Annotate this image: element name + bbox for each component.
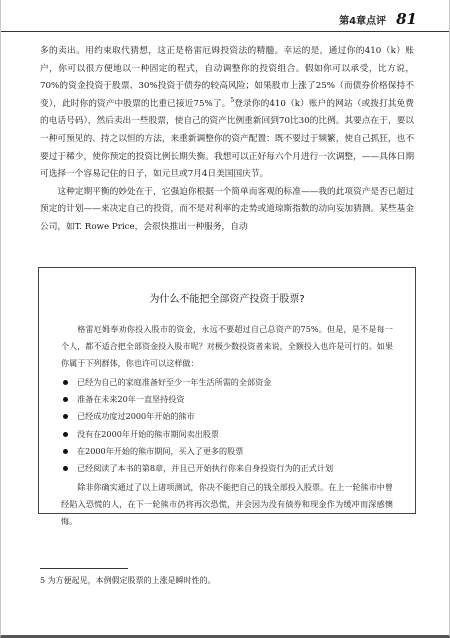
list-item (61, 408, 393, 425)
list-item-text: 已经阅读了本书的第8章，并且已开始执行你来自身投资行为的正式计划 (77, 463, 334, 474)
footnote: 5 为方便起见，本例假定股票的上涨是瞬时性的。 (40, 576, 216, 585)
list-item (61, 426, 393, 443)
footnote-marker: 5 (230, 96, 235, 104)
sidebar-box (38, 267, 416, 527)
bullet-icon (63, 449, 68, 454)
main-text (40, 43, 414, 237)
paragraph-2: 这种定期平衡的妙处在于，它强迫你根据一个简单而客观的标准——我的此项资产是否已超过预定的计划——来决定自己的投资，而不是对利率的走势或道琼斯指数的动向妄加猜测。某些基金公司，如T. Rowe Price，会很快推出一种服务，自动 (40, 186, 414, 232)
list-item (61, 374, 393, 391)
list-item-text: 准备在未来20年一直坚持投资 (77, 394, 185, 405)
paragraph-1-cont: 登录你的410（k）账户的网站（或拨打其免费的电话号码），然后卖出一些股票，使自己的资产比例重新回到70比30的比例。其要点在于，要以一种可预见的、持之以恒的方法，来重新调整你的资产配置：既不要过于频繁，使自己抓狂，也不要过于稀少，使你预定的投资比例长期失衡。我想可以正好每六个月进行一次调整，——具体日期可选择一个容易记住的日子，如元旦或7月4日美国国庆节。 (40, 98, 414, 180)
bullet-icon (63, 414, 68, 419)
page-header (339, 10, 417, 28)
header-rule (1, 31, 449, 32)
bullet-icon (63, 432, 68, 437)
list-item-text: 没有在2000年开始的熊市期间卖出股票 (77, 428, 220, 439)
list-item-text: 已经为自己的家庭准备好至少一年生活所需的全部资金 (77, 377, 272, 387)
page-number: 81 (396, 10, 417, 28)
list-item-text: 在2000年开始的熊市期间，买入了更多的股票 (77, 445, 244, 456)
sidebar-closing: 除非你确实通过了以上诸项测试，你决不能把自己的钱全部投入股票。在上一轮熊市中曾经陷入恐慌的人，在下一轮熊市仍将再次恐慌，并会因为没有债券和现金作为缓冲而深感懊悔。 (61, 482, 393, 527)
bullet-icon (63, 466, 68, 471)
criteria-list (61, 374, 393, 477)
sidebar-intro: 格雷厄姆奉劝你投入股市的资金，永远不要超过自己总资产的75%。但是，是不是每一个人，都不适合把全部资金投入股市呢？对极少数投资者来说，全额投入也许是可行的。如果你属于下列群体，你也许可以这样做： (61, 324, 393, 368)
sidebar-body (61, 321, 393, 530)
list-item (61, 443, 393, 460)
chapter-label: 第4章点评 (339, 16, 387, 27)
paragraph-1 (40, 43, 414, 184)
sidebar-title: 为什么不能把全部资产投资于股票? (149, 294, 305, 305)
list-item (61, 460, 393, 477)
footnote-rule (40, 568, 128, 569)
paragraph-1-text: 多的卖出。用约束取代猜想，这正是格雷厄姆投资法的精髓。幸运的是，通过你的410（k）账户，你可以很方便地以一种固定的程式，自动调整你的投资组合。假如你可以承受，比方说，70%的资金投资于股票、30%投资于债券的较高风险；如果股市上涨了25%（而债券价格保持不变），此时你的资产中股票的比重已接近75%了。 (40, 46, 414, 109)
bullet-icon (63, 380, 68, 385)
list-item (61, 391, 393, 408)
bullet-icon (63, 397, 68, 402)
list-item-text: 已经成功度过2000年开始的熊市 (77, 411, 195, 422)
